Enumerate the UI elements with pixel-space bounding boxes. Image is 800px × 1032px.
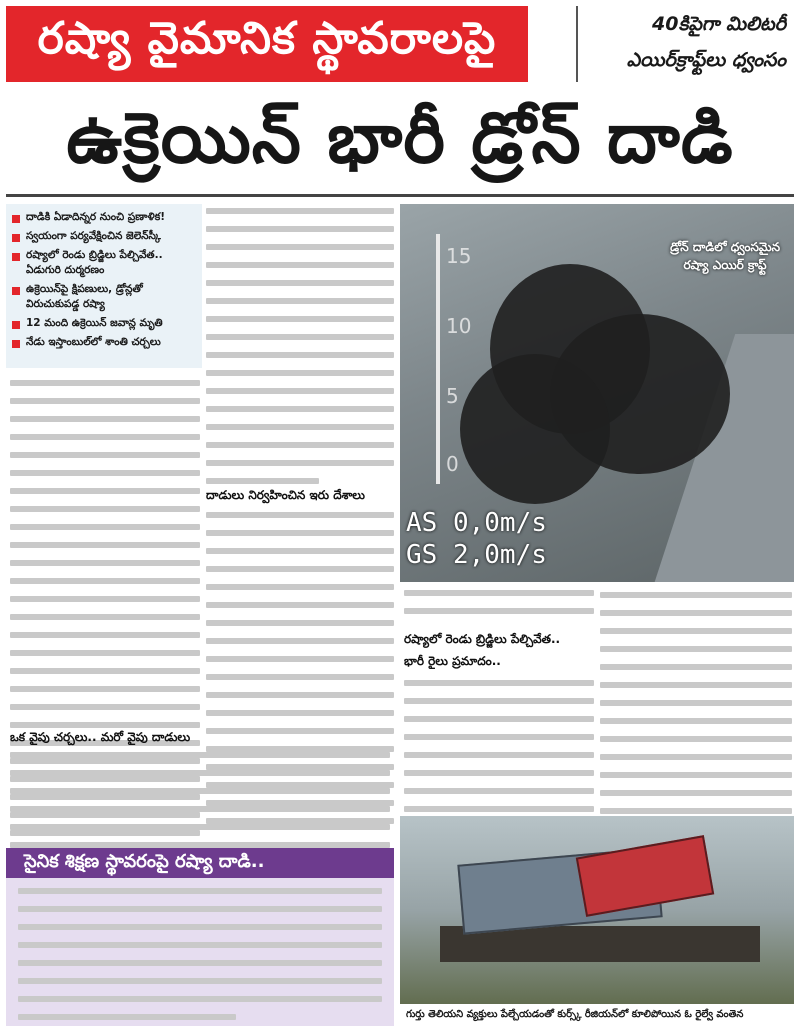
highlight-item: రష్యాలో రెండు బ్రిడ్జిలు పేల్చివేత.. ఏడుగురి దుర్మరణం (12, 248, 196, 278)
column-2-body-2 (206, 512, 394, 836)
bullet-square-icon (12, 340, 20, 348)
column-2-subhead: దాడులు నిర్వహించిన ఇరు దేశాలు (206, 488, 365, 502)
bullet-square-icon (12, 287, 20, 295)
headline-kicker: రష్యా వైమానిక స్థావరాలపై (6, 6, 528, 82)
column-4-body (600, 592, 792, 844)
photo-1-caption: డ్రోన్ దాడిలో ధ్వంసమైన రష్యా ఎయిర్ క్రాఫ్ట్ (670, 240, 780, 272)
bridge-subhead-2: భారీ రైలు ప్రమాదం.. (404, 654, 501, 668)
headline-rule (6, 194, 794, 197)
column-3-body (404, 590, 594, 626)
feature-title: సైనిక శిక్షణ స్థావరంపై రష్యా దాడి.. (6, 848, 394, 878)
hud-airspeed: AS 0,0m/s (406, 508, 547, 538)
column-2-body (206, 208, 394, 496)
bullet-square-icon (12, 253, 20, 261)
highlight-item: ఉక్రెయిన్‌పై క్షిపణులు, డ్రోన్లతో విరుచుకుపడ్డ రష్యా (12, 282, 196, 312)
aircraft-fire-photo (400, 204, 794, 582)
feature-body (6, 878, 394, 1026)
side-headline (576, 6, 794, 82)
main-headline: ఉక్రెయిన్ భారీ డ్రోన్ దాడి (66, 97, 734, 179)
bullet-square-icon (12, 215, 20, 223)
side-headline-line-2: ఎయిర్‌క్రాఫ్ట్‌లు ధ్వంసం (626, 49, 786, 71)
bullet-square-icon (12, 234, 20, 242)
highlight-item: నేడు ఇస్తాంబుల్‌లో శాంతి చర్చలు (12, 335, 196, 350)
bullet-square-icon (12, 321, 20, 329)
highlight-item: 12 మంది ఉక్రెయిన్ జవాన్ల మృతి (12, 316, 196, 331)
altitude-scale: 15 10 5 0 (436, 234, 486, 484)
bridge-subhead-1: రష్యాలో రెండు బ్రిడ్జిలు పేల్చివేత.. (404, 632, 561, 646)
highlight-item: స్వయంగా పర్యవేక్షించిన జెలెన్‌స్కీ (12, 229, 196, 244)
highlights-box (6, 204, 202, 368)
column-1-subhead: ఒక వైపు చర్చలు.. మరో వైపు దాడులు (10, 730, 191, 744)
hud-groundspeed: GS 2,0m/s (406, 540, 547, 570)
highlight-item: దాడికి ఏడాదిన్నర నుంచి ప్రణాళిక! (12, 210, 196, 225)
side-headline-line-1: 40కిపైగా మిలిటరీ (652, 13, 786, 35)
photo-2-caption: గుర్తు తెలియని వ్యక్తులు పేల్చేయడంతో కుర్స్క్ రీజియన్‌లో కూలిపోయిన ఓ రైల్వే వంతెన (400, 1004, 794, 1026)
bridge-collapse-photo (400, 816, 794, 1026)
